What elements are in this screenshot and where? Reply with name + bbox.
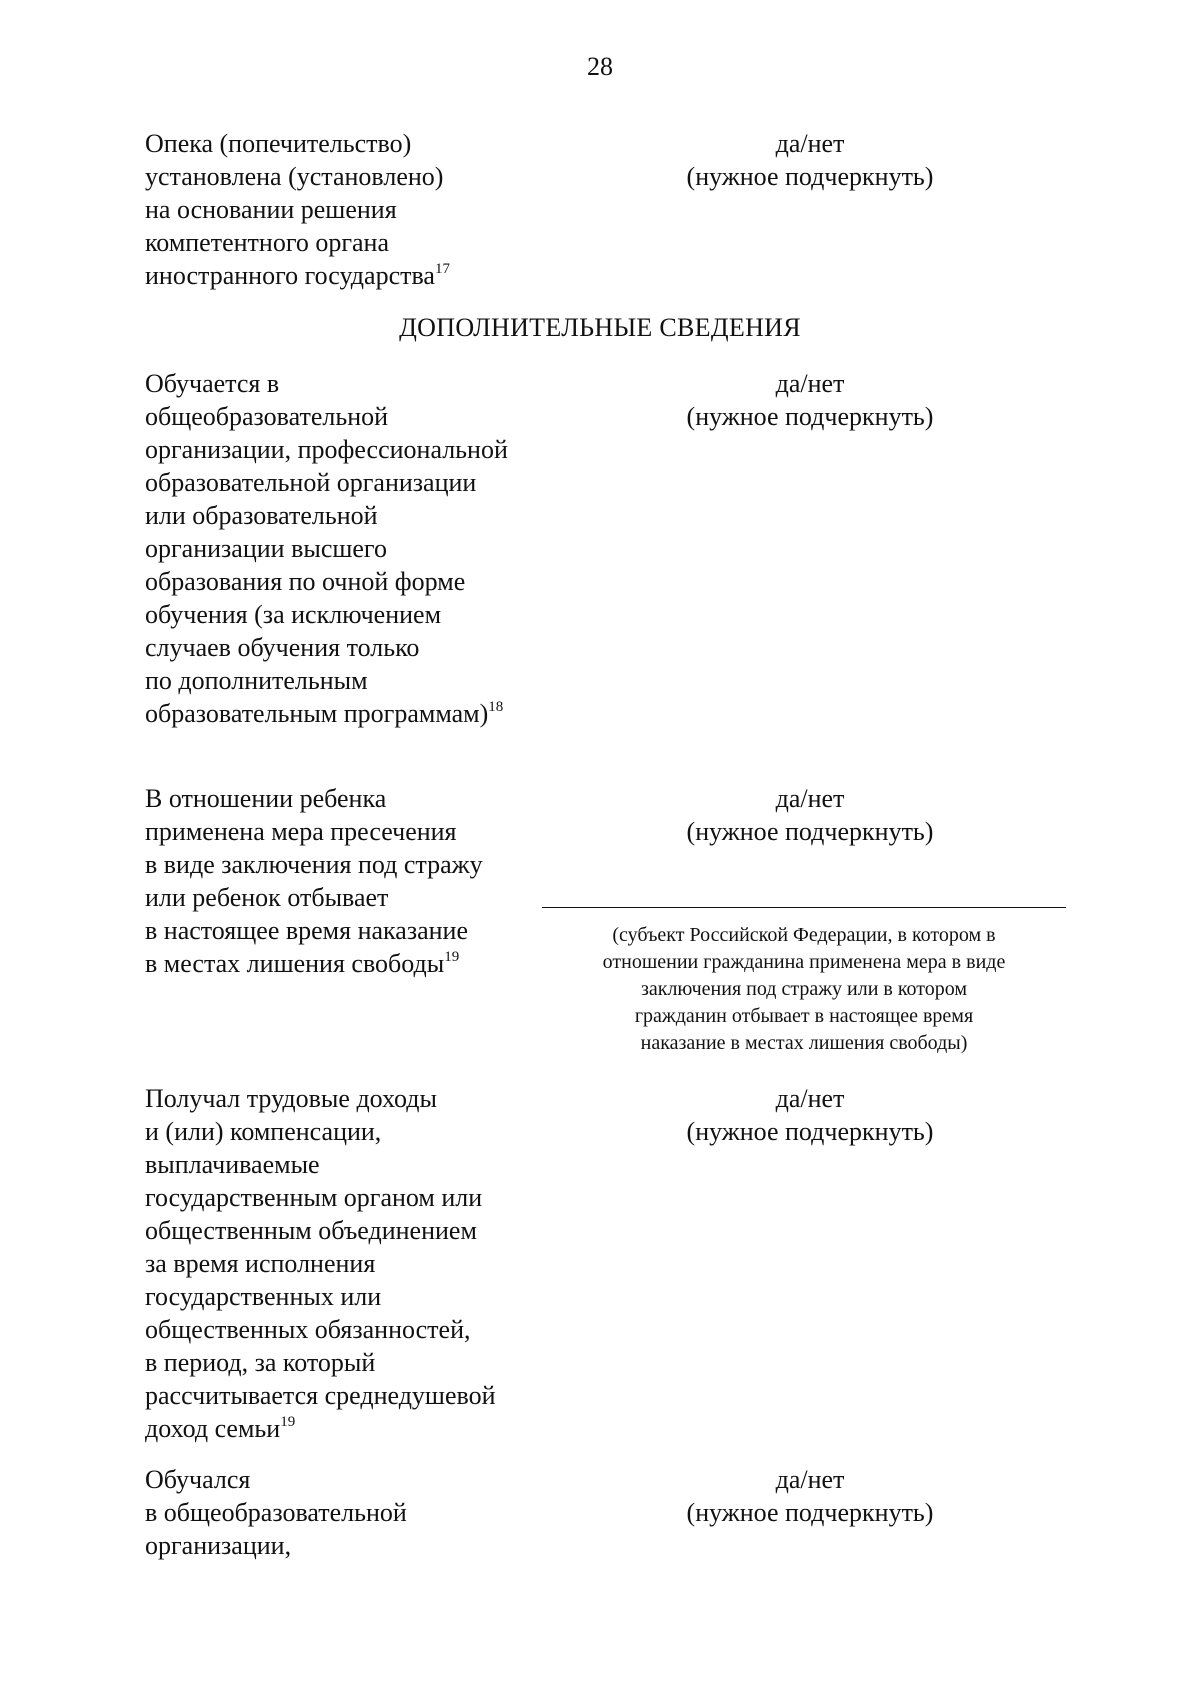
education-answer bbox=[630, 367, 990, 433]
text-line: компетентного органа bbox=[145, 228, 389, 257]
text-line: по дополнительным bbox=[145, 666, 368, 695]
text-line: образования по очной форме bbox=[145, 567, 466, 596]
text-line: Получал трудовые доходы bbox=[145, 1084, 437, 1113]
text-line: обучения (за исключением bbox=[145, 600, 442, 629]
text-line: доход семьи$^{19}$ bbox=[145, 1414, 296, 1443]
text-line: Обучался bbox=[145, 1465, 251, 1494]
yes-no-option[interactable]: да/нет bbox=[775, 784, 845, 813]
text-line: в период, за который bbox=[145, 1348, 376, 1377]
text-line: установлена (установлено) bbox=[145, 162, 444, 191]
text-line: в общеобразовательной bbox=[145, 1498, 407, 1527]
text-line: или ребенок отбывает bbox=[145, 883, 389, 912]
text-line: за время исполнения bbox=[145, 1249, 376, 1278]
page-number: 28 bbox=[587, 52, 613, 81]
footnote-ref: 19 bbox=[444, 949, 460, 965]
text-line: применена мера пресечения bbox=[145, 817, 457, 846]
text-line: случаев обучения только bbox=[145, 633, 420, 662]
yes-no-option[interactable]: да/нет bbox=[775, 129, 845, 158]
income-label bbox=[145, 1082, 565, 1445]
text-line: выплачиваемые bbox=[145, 1150, 320, 1179]
education-label bbox=[145, 367, 565, 730]
region-input-line[interactable] bbox=[542, 907, 1066, 908]
text-line: образовательным программам)$^{18}$ bbox=[145, 699, 504, 728]
yes-no-option[interactable]: да/нет bbox=[775, 1465, 845, 1494]
detention-answer bbox=[630, 782, 990, 848]
text-line: общественных обязанностей, bbox=[145, 1315, 471, 1344]
studied-answer bbox=[630, 1463, 990, 1529]
text-line: организации, профессиональной bbox=[145, 435, 508, 464]
caption-line: (субъект Российской Федерации, в котором в bbox=[612, 924, 996, 946]
text-line: в настоящее время наказание bbox=[145, 916, 468, 945]
text-line: Обучается в bbox=[145, 369, 280, 398]
text-line: организации, bbox=[145, 1531, 292, 1560]
footnote-ref: 19 bbox=[280, 1414, 296, 1430]
guardianship-answer bbox=[630, 127, 990, 193]
caption-line: наказание в местах лишения свободы) bbox=[640, 1032, 968, 1054]
yes-no-option[interactable]: да/нет bbox=[775, 369, 845, 398]
underline-hint: (нужное подчеркнуть) bbox=[686, 162, 934, 191]
region-input-caption bbox=[542, 922, 1066, 1057]
text-line: рассчитывается среднедушевой bbox=[145, 1381, 496, 1410]
text-line: организации высшего bbox=[145, 534, 387, 563]
text-line: Опека (попечительство) bbox=[145, 129, 412, 158]
text-line: и (или) компенсации, bbox=[145, 1117, 382, 1146]
text-line: образовательной организации bbox=[145, 468, 477, 497]
detention-label bbox=[145, 782, 565, 980]
underline-hint: (нужное подчеркнуть) bbox=[686, 402, 934, 431]
text-line: в виде заключения под стражу bbox=[145, 850, 483, 879]
underline-hint: (нужное подчеркнуть) bbox=[686, 1117, 934, 1146]
studied-label bbox=[145, 1463, 565, 1562]
text-line: государственных или bbox=[145, 1282, 382, 1311]
section-heading: ДОПОЛНИТЕЛЬНЫЕ СВЕДЕНИЯ bbox=[399, 313, 801, 342]
guardianship-label bbox=[145, 127, 565, 292]
text-line: общественным объединением bbox=[145, 1216, 477, 1245]
yes-no-option[interactable]: да/нет bbox=[775, 1084, 845, 1113]
caption-line: заключения под стражу или в котором bbox=[640, 978, 968, 1000]
income-answer bbox=[630, 1082, 990, 1148]
text-line: общеобразовательной bbox=[145, 402, 389, 431]
text-line: государственным органом или bbox=[145, 1183, 483, 1212]
underline-hint: (нужное подчеркнуть) bbox=[686, 817, 934, 846]
text-line: В отношении ребенка bbox=[145, 784, 387, 813]
text-line: или образовательной bbox=[145, 501, 378, 530]
caption-line: гражданин отбывает в настоящее время bbox=[634, 1005, 974, 1027]
text-line: на основании решения bbox=[145, 195, 397, 224]
footnote-ref: 17 bbox=[434, 261, 450, 277]
caption-line: отношении гражданина применена мера в виде bbox=[602, 951, 1006, 973]
text-line: в местах лишения свободы$^{19}$ bbox=[145, 949, 460, 978]
underline-hint: (нужное подчеркнуть) bbox=[686, 1498, 934, 1527]
text-line: иностранного государства$^{17}$ bbox=[145, 261, 450, 290]
footnote-ref: 18 bbox=[488, 699, 504, 715]
